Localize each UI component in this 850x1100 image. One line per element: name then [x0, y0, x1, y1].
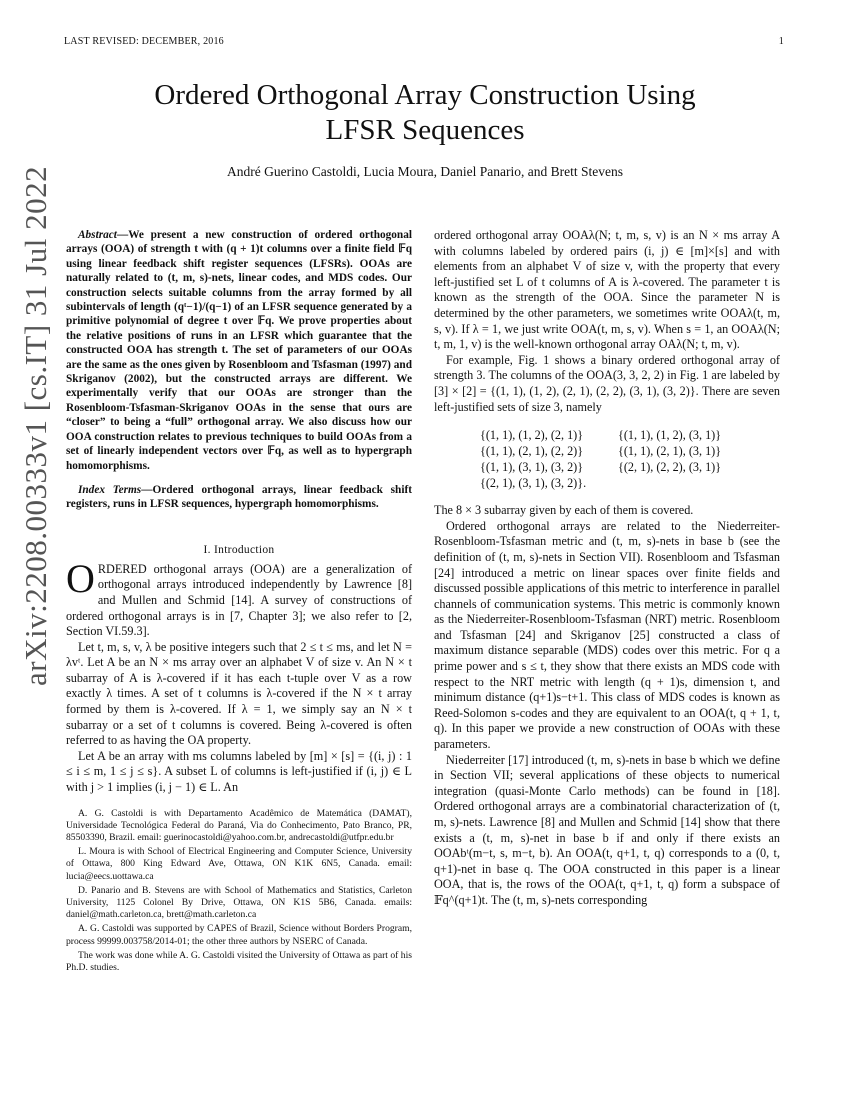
right-column — [434, 228, 780, 909]
footnote-panario-stevens: D. Panario and B. Stevens are with School of Mathematics and Statistics, Carleton University, 1125 Colonel By Drive, Ottawa, ON K1S 5B6, Canada. emails: daniel@math.carleton.ca, brett@math.carleton.ca — [66, 884, 412, 921]
example-paragraph: For example, Fig. 1 shows a binary ordered orthogonal array of strength 3. The columns of the OOA(3, 3, 2, 2) in Fig. 1 are labeled by [3] × [2] = {(1, 1), (1, 2), (2, 1), (2, 2), (3, 1), (3, 2)}. There are seven left-justified sets of size 3, namely — [434, 352, 780, 414]
intro-paragraph-1-text: RDERED orthogonal arrays (OOA) are a generalization of orthogonal arrays introduced independently by Lawrence [8] and Mullen and Schmid [14]. A survey of constructions of ordered orthogonal arrays is in [7, Chapter 3]; we also refer to [2, Section VI.59.3]. — [66, 561, 412, 639]
running-header: LAST REVISED: DECEMBER, 2016 — [64, 36, 224, 47]
drop-cap: O — [66, 555, 95, 601]
footnotes — [66, 808, 412, 975]
intro-paragraph-2: Let t, m, s, v, λ be positive integers such that 2 ≤ t ≤ ms, and let N = λvᵗ. Let A be an N × ms array over an alphabet V of size v. An N × t subarray of A is λ-covered if it has each t-tuple over V as a row exactly λ times. A set of t columns is λ-covered if the N × t array formed by them is λ-covered. If λ = 1, we simply say an N × t subarray or a set of t columns is covered. Being λ-covered is often referred to as having the OA property. — [66, 639, 412, 748]
abstract — [66, 228, 412, 473]
set-row — [480, 427, 780, 443]
footnote-visit: The work was done while A. G. Castoldi visited the University of Ottawa as part of his Ph.D. studies. — [66, 949, 412, 974]
set-item: {(2, 1), (3, 1), (3, 2)}. — [480, 476, 587, 491]
set-row — [480, 459, 780, 475]
covered-sentence: The 8 × 3 subarray given by each of them is covered. — [434, 503, 694, 518]
left-column — [66, 228, 412, 976]
abstract-text: —We present a new construction of ordered orthogonal arrays (OOA) of strength t with (q + 1)t columns over a finite field 𝔽q using linear feedback shift register sequences (LFSRs). OOAs are naturally related to (t, m, s)-nets, linear codes, and MDS codes. Our construction selects suitable columns from the array formed by all subintervals of length (qᵗ−1)/(q−1) of an LFSR sequence generated by a primitive polynomial of degree t over 𝔽q. We prove properties about the relative positions of runs in an LFSR which guarantee that the constructed OOA has strength t. The set of parameters of our OOAs are the same as the ones given by Rosenbloom and Tsfasman (1997) and Skriganov (2002), but the constructed arrays are different. We experimentally verify that our OOAs are stronger than the Rosenbloom-Tsfasman-Skriganov OOAs in the sense that ours are “closer” to being a “full” orthogonal array. We also discuss how our OOA construction relates to previous techniques to build OOAs from a set of linearly independent vectors over 𝔽q, as well as to hypergraph homomorphisms. — [66, 229, 412, 472]
title-line-1: Ordered Orthogonal Array Construction Using — [154, 79, 696, 111]
set-item: {(1, 1), (3, 1), (3, 2)} — [480, 460, 584, 475]
footnote-moura: L. Moura is with School of Electrical Engineering and Computer Science, University of Ottawa, 800 King Edward Ave, Ottawa, ON K1K 6N5, Canada. email: lucia@eecs.uottawa.ca — [66, 846, 412, 882]
section-heading-introduction: I. Introduction — [203, 543, 275, 556]
nrt-metric-paragraph: Ordered orthogonal arrays are related to the Niederreiter-Rosenbloom-Tsfasman metric and (t, m, s)-nets in base b (see the definition of (t, m, s)-nets in Section VII). Rosenbloom and Tsfasman [24] introduced a metric on linear spaces over finite fields and discussed possible applications of this metric to interference in parallel channels of communication systems. This metric is commonly known as the Niederreiter-Rosenbloom-Tsfasman (NRT) metric. Rosenbloom and Tsfasman [24] and Skriganov [25] constructed a class of maximum distance separable (MDS) codes over this metric. For q a prime power and s ≤ t, they show that there exists an MDS code with respect to the NRT metric with length (q + 1)s, dimension t, and minimum distance (q+1)s−t+1. This class of MDS codes is known as Reed-Solomon s-codes and they are equivalent to an OOA(t, q + 1, t, q). In this paper we provide a new construction of OOAs with these parameters. — [434, 518, 780, 752]
footnote-castoldi: A. G. Castoldi is with Departamento Acadêmico de Matemática (DAMAT), Universidade Tecnológica Federal do Paraná, Via do Conhecimento, Pato Branco, PR, 85503390, Brazil. email: guerinocastoldi@yahoo.com.br, andrecastoldi@utfpr.edu.br — [66, 807, 412, 844]
left-justified-sets — [480, 427, 780, 491]
index-terms — [66, 483, 412, 512]
page-number: 1 — [778, 36, 784, 47]
index-terms-label: Index Terms — [78, 483, 142, 496]
nets-paragraph: Niederreiter [17] introduced (t, m, s)-nets in base b which we define in Section VII; several applications of these objects to numerical integration (quasi-Monte Carlo methods) can be found in [18]. Ordered orthogonal arrays are a combinatorial characterization of (t, m, s)-nets. Lawrence [8] and Mullen and Schmid [14] show that there exists a (t, m, s)-net in base b if and only if there exists an OOAbᵗ(m−t, s, m−t, b). An OOA(t, q+1, t, q) corresponds to a (0, t, q+1)-net in base q. The OOA constructed in this paper is a linear OOA, that is, the rows of the OOA(t, q+1, t, q) form a subspace of 𝔽q^(q+1)t. The (t, m, s)-nets corresponding — [434, 752, 780, 907]
title-line-2: LFSR Sequences — [325, 114, 525, 146]
set-row — [480, 443, 780, 459]
intro-paragraph-3: Let A be an array with ms columns labeled by [m] × [s] = {(i, j) : 1 ≤ i ≤ m, 1 ≤ j ≤ s}. A subset L of columns is left-justified if (i, j) ∈ L with j > 1 implies (i, j − 1) ∈ L. An — [66, 748, 412, 795]
set-row — [480, 475, 780, 491]
set-item: {(1, 1), (1, 2), (3, 1)} — [618, 428, 722, 443]
paper-title — [90, 78, 760, 148]
set-item: {(1, 1), (1, 2), (2, 1)} — [480, 428, 584, 443]
author-list: André Guerino Castoldi, Lucia Moura, Daniel Panario, and Brett Stevens — [227, 164, 623, 179]
ooa-definition-paragraph: ordered orthogonal array OOAλ(N; t, m, s, v) is an N × ms array A with columns labeled by ordered pairs (i, j) ∈ [m]×[s] and with elements from an alphabet V of size v, with the property that every left-justified set L of t columns of A is λ-covered. The parameter t is known as the strength of the OOA. Since the parameter N is determined by the other parameters, we sometimes write OOAλ(t, m, s, v). If λ = 1, we just write OOA(t, m, s, v). When s = 1, an OOAλ(N; t, m, 1, v) is the well-known orthogonal array OAλ(N; t, m, v). — [434, 228, 780, 352]
intro-paragraph-1 — [66, 555, 412, 640]
set-item: {(1, 1), (2, 1), (3, 1)} — [618, 444, 722, 459]
set-item: {(2, 1), (2, 2), (3, 1)} — [618, 460, 722, 475]
index-terms-text: —Ordered orthogonal arrays, linear feedback shift registers, runs in LFSR sequences, hypergraph homomorphisms. — [66, 483, 413, 511]
footnote-funding: A. G. Castoldi was supported by CAPES of Brazil, Science without Borders Program, process 99999.003758/2014-01; the other three authors by NSERC of Canada. — [66, 923, 412, 947]
set-item: {(1, 1), (2, 1), (2, 2)} — [480, 444, 584, 459]
abstract-label: Abstract — [78, 229, 117, 241]
arxiv-sidebar-stamp: arXiv:2208.00333v1 [cs.IT] 31 Jul 2022 — [18, 165, 53, 686]
